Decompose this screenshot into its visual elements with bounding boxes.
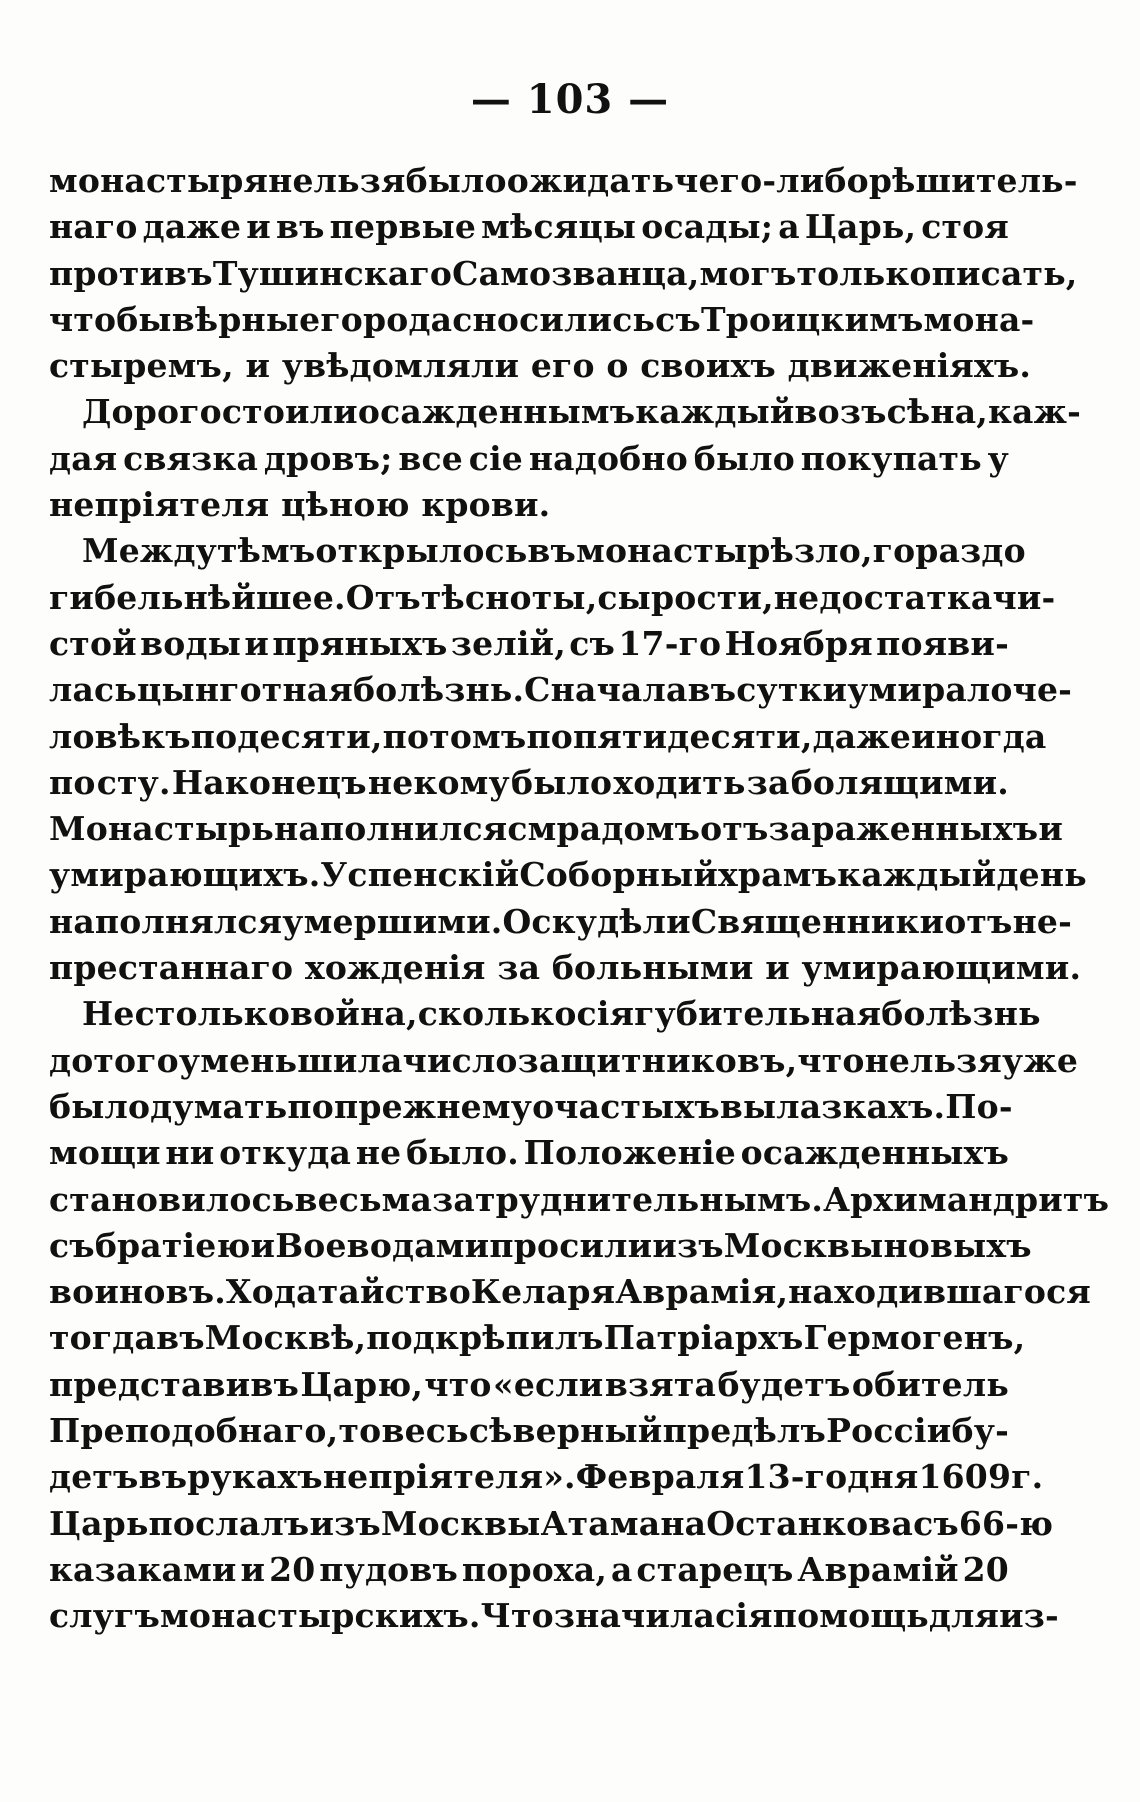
text-line: казаками и 20 пудовъ пороха, а старецъ Аврамій 20 bbox=[49, 1549, 1009, 1589]
text-line: стой воды и пряныхъ зелій, съ 17-го Ноября появи- bbox=[49, 623, 1009, 663]
text-line: тогда въ Москвѣ, подкрѣпилъ Патріархъ Гермогенъ, bbox=[49, 1318, 1026, 1358]
text-line: Царь послалъ изъ Москвы Атамана Останкова съ 66-ю bbox=[49, 1503, 1054, 1543]
text-line: представивъ Царю, что «если взята будетъ обитель bbox=[49, 1364, 1009, 1404]
text-line: по сту. Наконецъ некому было ходить за болящими. bbox=[49, 762, 1009, 802]
text-line: гибельнѣйшее. Отъ тѣсноты, сырости, недостатка чи- bbox=[49, 577, 1056, 617]
text-line: противъ Тушинскаго Самозванца, могъ только писать, bbox=[49, 253, 1078, 293]
text-line: стыремъ, и увѣдомляли его о своихъ движеніяхъ. bbox=[49, 346, 1032, 386]
text-line: было думать по прежнему о частыхъ вылазкахъ. По- bbox=[49, 1086, 1013, 1126]
paragraph bbox=[49, 991, 1110, 1639]
text-line: чтобы вѣрные города сносились съ Троицкимъ мона- bbox=[49, 299, 1035, 339]
paragraph bbox=[49, 528, 1087, 991]
paragraph bbox=[49, 389, 1082, 528]
text-line: дая связка дровъ; все сіе надобно было покупать у bbox=[49, 438, 1009, 478]
text-line: до того уменьшила число защитниковъ, что нельзя уже bbox=[49, 1040, 1079, 1080]
text-line: Монастырь наполнился смрадомъ отъ зараженныхъ и bbox=[49, 809, 1063, 849]
text-line: детъ въ рукахъ непріятеля». Февраля 13-го дня 1609 г. bbox=[49, 1457, 1044, 1497]
text-line: съ братіею и Воеводами просили изъ Москвы новыхъ bbox=[49, 1225, 1032, 1265]
text-line: становилось весьма затруднительнымъ. Архимандритъ bbox=[49, 1179, 1110, 1219]
text-line: мощи ни откуда не было. Положеніе осажденныхъ bbox=[49, 1133, 1009, 1173]
text-line: Между тѣмъ открылось въ монастырѣ зло, гораздо bbox=[82, 531, 1026, 571]
text-line: воиновъ. Ходатайство Келаря Аврамія, находившагося bbox=[49, 1272, 1091, 1312]
text-line: ловѣкъ по десяти, потомъ по пятидесяти, даже иногда bbox=[49, 716, 1047, 756]
paragraph bbox=[49, 158, 1078, 389]
text-line: престаннаго хожденія за больными и умирающими. bbox=[49, 948, 1082, 988]
text-line: умирающихъ. Успенскій Соборный храмъ каждый день bbox=[49, 855, 1087, 895]
text-line: наго даже и въ первые мѣсяцы осады; а Царь, стоя bbox=[49, 207, 1009, 247]
text-line: монастыря нельзя было ожидать чего-либо рѣшитель- bbox=[49, 161, 1078, 200]
text-line: наполнялся умершими. Оскудѣли Священники отъ не- bbox=[49, 901, 1073, 941]
text-line: лась цынготная болѣзнь. Сначала въ сутки умирало че- bbox=[49, 670, 1073, 710]
body-text bbox=[49, 158, 1110, 1640]
page-number: — 103 — bbox=[470, 76, 670, 123]
text-line: Дорого стоили осажденнымъ каждый возъ сѣна, каж- bbox=[82, 392, 1082, 432]
text-line: слугъ монастырскихъ. Что значила сія помощь для из- bbox=[49, 1596, 1059, 1636]
text-line: непріятеля цѣною крови. bbox=[49, 485, 551, 525]
text-line: Не столько война, сколько сія губительная болѣзнь bbox=[82, 994, 1041, 1034]
text-line: Преподобнаго, то весь сѣверный предѣлъ Россіи бу- bbox=[49, 1411, 1009, 1451]
